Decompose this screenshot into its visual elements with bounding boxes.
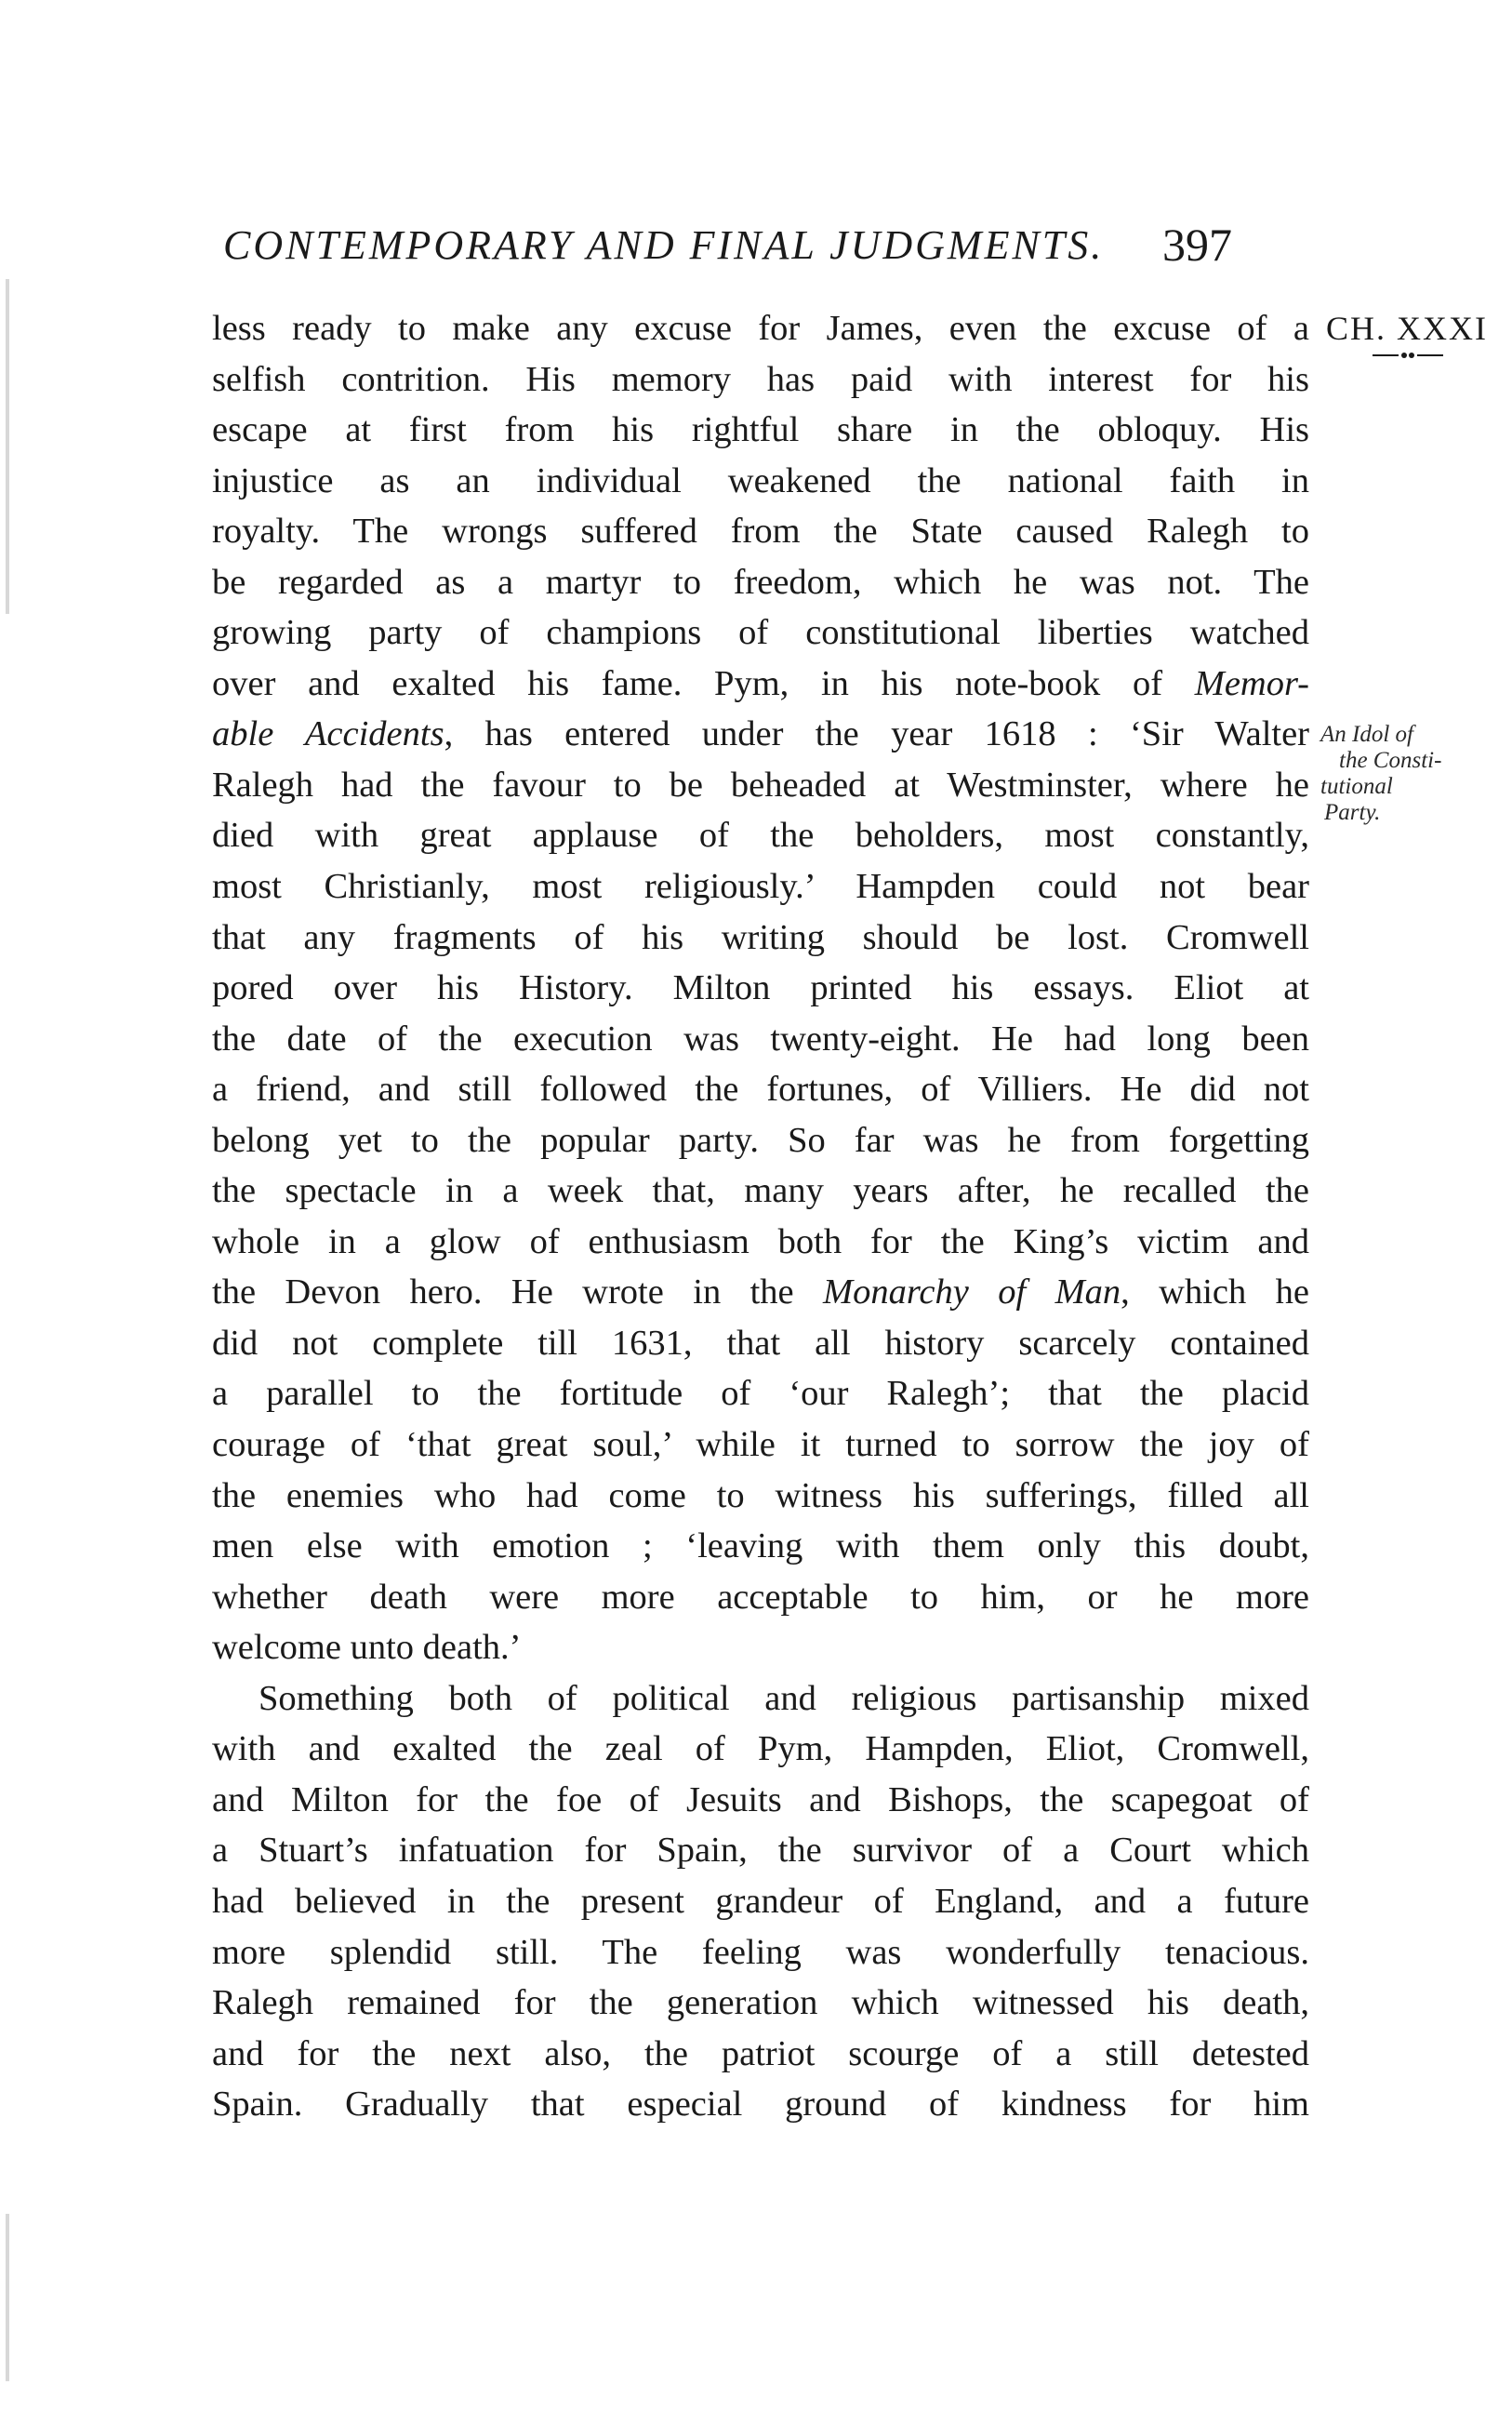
text-line: [212, 659, 1309, 710]
italic-title: Monarchy of Man: [823, 1272, 1121, 1312]
text-line: less ready to make any excuse for James, even the excuse of a: [212, 309, 1309, 348]
text-line: did not complete till 1631, that all history scarcely contained: [212, 1323, 1309, 1363]
scan-edge-mark: [6, 2214, 9, 2381]
text-run: , has entered under the year 1618 : ‘Sir Walter: [444, 714, 1309, 754]
text-line: with and exalted the zeal of Pym, Hampden, Eliot, Cromwell,: [212, 1729, 1309, 1769]
text-line: selfish contrition. His memory has paid with interest for his: [212, 359, 1309, 399]
text-line: whole in a glow of enthusiasm both for the King’s victim and: [212, 1221, 1309, 1261]
text-line: the enemies who had come to witness his sufferings, filled all: [212, 1475, 1309, 1515]
text-line: had believed in the present grandeur of England, and a future: [212, 1881, 1309, 1921]
marginal-note-line: tutional: [1320, 774, 1393, 799]
text-line: Ralegh had the favour to be beheaded at Westminster, where he: [212, 765, 1309, 805]
text-line: pored over his History. Milton printed his essays. Eliot at: [212, 968, 1309, 1008]
text-line: and Milton for the foe of Jesuits and Bishops, the scapegoat of: [212, 1779, 1309, 1819]
ornament-dash-icon: [1371, 346, 1445, 365]
marginal-note-line: the Consti-: [1339, 748, 1442, 773]
text-line: a Stuart’s infatuation for Spain, the survivor of a Court which: [212, 1831, 1309, 1871]
italic-title: Memor-: [1194, 663, 1309, 703]
text-line: be regarded as a martyr to freedom, which he was not. The: [212, 562, 1309, 602]
text-line: more splendid still. The feeling was wonderfully tenacious.: [212, 1932, 1309, 1972]
text-line: [212, 709, 1309, 760]
text-line: [212, 1267, 1309, 1318]
text-run: the Devon hero. He wrote in the: [212, 1272, 824, 1312]
text-line: that any fragments of his writing should be lost. Cromwell: [212, 917, 1309, 957]
text-line: injustice as an individual weakened the national faith in: [212, 460, 1309, 500]
text-run: , which he: [1121, 1272, 1309, 1312]
text-line: a parallel to the fortitude of ‘our Ralegh’; that the placid: [212, 1374, 1309, 1414]
text-line: growing party of champions of constitutional liberties watched: [212, 613, 1309, 653]
running-head: [214, 214, 1311, 279]
text-line: escape at first from his rightful share in the obloquy. His: [212, 410, 1309, 450]
body-text: [212, 303, 1309, 2130]
text-line: a friend, and still followed the fortunes, of Villiers. He did not: [212, 1070, 1309, 1110]
text-line: courage of ‘that great soul,’ while it turned to sorrow the joy of: [212, 1425, 1309, 1465]
text-line: Something both of political and religious partisanship mixed: [259, 1678, 1309, 1718]
running-title: CONTEMPORARY AND FINAL JUDGMENTS.: [223, 222, 1105, 268]
text-line: royalty. The wrongs suffered from the State caused Ralegh to: [212, 512, 1309, 552]
text-line: Ralegh remained for the generation which witnessed his death,: [212, 1983, 1309, 2023]
text-line: welcome unto death.’: [212, 1628, 522, 1668]
text-line: belong yet to the popular party. So far was he from forgetting: [212, 1120, 1309, 1160]
text-line: men else with emotion ; ‘leaving with them only this doubt,: [212, 1526, 1309, 1566]
marginal-note-line: Party.: [1324, 800, 1381, 825]
italic-title: able Accidents: [212, 714, 444, 754]
text-line: Spain. Gradually that especial ground of kindness for him: [212, 2085, 1309, 2125]
marginal-note: [1320, 722, 1506, 826]
text-line: the date of the execution was twenty-eight. He had long been: [212, 1019, 1309, 1059]
chapter-marginal-label: CH. XXXI: [1326, 310, 1488, 347]
text-run: over and exalted his fame. Pym, in his note-book of: [212, 663, 1195, 703]
page-number: 397: [1162, 219, 1232, 271]
marginal-note-line: An Idol of: [1320, 722, 1413, 747]
text-line: whether death were more acceptable to him, or he more: [212, 1577, 1309, 1617]
text-line: and for the next also, the patriot scourge of a still detested: [212, 2033, 1309, 2073]
text-line: most Christianly, most religiously.’ Hampden could not bear: [212, 867, 1309, 907]
text-line: died with great applause of the beholders, most constantly,: [212, 816, 1309, 856]
text-line: the spectacle in a week that, many years after, he recalled the: [212, 1171, 1309, 1211]
scan-edge-mark: [6, 279, 9, 614]
